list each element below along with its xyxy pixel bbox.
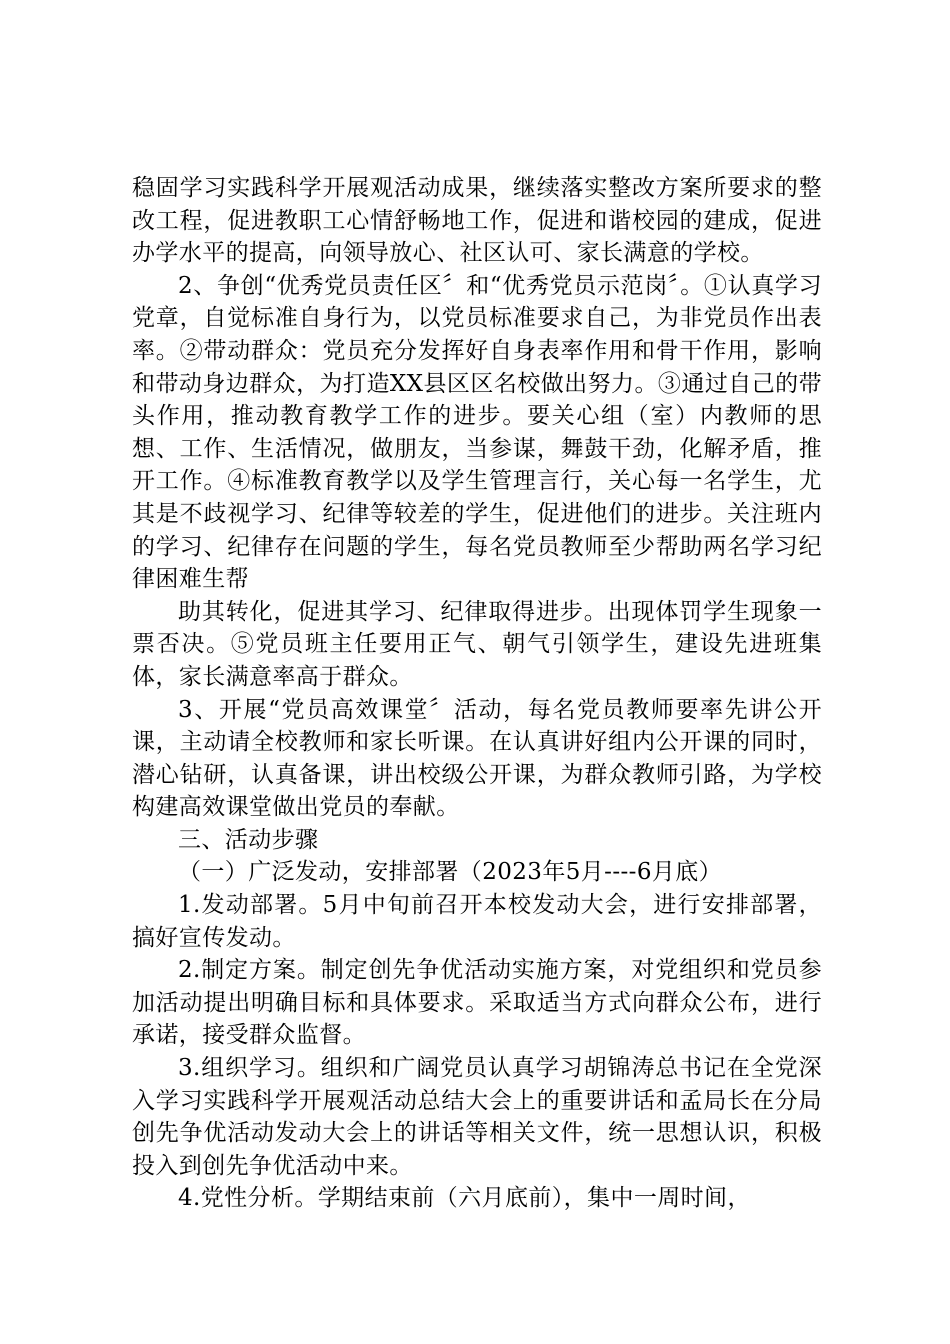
paragraph: 2、争创“优秀党员责任区〞和“优秀党员示范岗〞。①认真学习党章，自觉标准自身行为，以党员标准要求自己，为非党员作出表率。②带动群众：党员充分发挥好自身表率作用和骨干作用，影响和带动身边群众，为打造XX县区区名校做出努力。③通过自己的带头作用，推动教育教学工作的进步。要关心组（室）内教师的思想、工作、生活情况，做朋友，当参谋，舞鼓干劲，化解矛盾，推开工作。④标准教育教学以及学生管理言行，关心每一名学生，尤其是不歧视学习、纪律等较差的学生，促进他们的进步。关注班内的学习、纪律存在问题的学生，每名党员教师至少帮助两名学习纪律困难生帮 — [132, 272, 822, 593]
document-page — [132, 172, 822, 1215]
paragraph: 1.发动部署。5月中旬前召开本校发动大会，进行安排部署，搞好宣传发动。 — [132, 892, 822, 951]
section-heading: 三、活动步骤 — [178, 826, 319, 853]
paragraph: 3.组织学习。组织和广阔党员认真学习胡锦涛总书记在全党深入学习实践科学开展观活动总结大会上的重要讲话和孟局长在分局创先争优活动发动大会上的讲话等相关文件，统一思想认识，积极投入到创先争优活动中来。 — [132, 1055, 822, 1179]
paragraph: 助其转化，促进其学习、纪律取得进步。出现体罚学生现象一票否决。⑤党员班主任要用正气、朝气引领学生，建设先进班集体，家长满意率高于群众。 — [132, 598, 822, 690]
paragraph: 2.制定方案。制定创先争优活动实施方案，对党组织和党员参加活动提出明确目标和具体要求。采取适当方式向群众公布，进行承诺，接受群众监督。 — [132, 957, 822, 1049]
paragraph: 4.党性分析。学期结束前（六月底前），集中一周时间， — [178, 1185, 751, 1212]
subsection-heading: （一）广泛发动，安排部署（2023年5月----6月底） — [178, 859, 723, 886]
paragraph: 稳固学习实践科学开展观活动成果，继续落实整改方案所要求的整改工程，促进教职工心情舒畅地工作，促进和谐校园的建成，促进办学水平的提高，向领导放心、社区认可、家长满意的学校。 — [132, 175, 822, 267]
paragraph: 3、开展“党员高效课堂〞活动，每名党员教师要率先讲公开课，主动请全校教师和家长听课。在认真讲好组内公开课的同时，潜心钻研，认真备课，讲出校级公开课，为群众教师引路，为学校构建高效课堂做出党员的奉献。 — [132, 696, 822, 821]
